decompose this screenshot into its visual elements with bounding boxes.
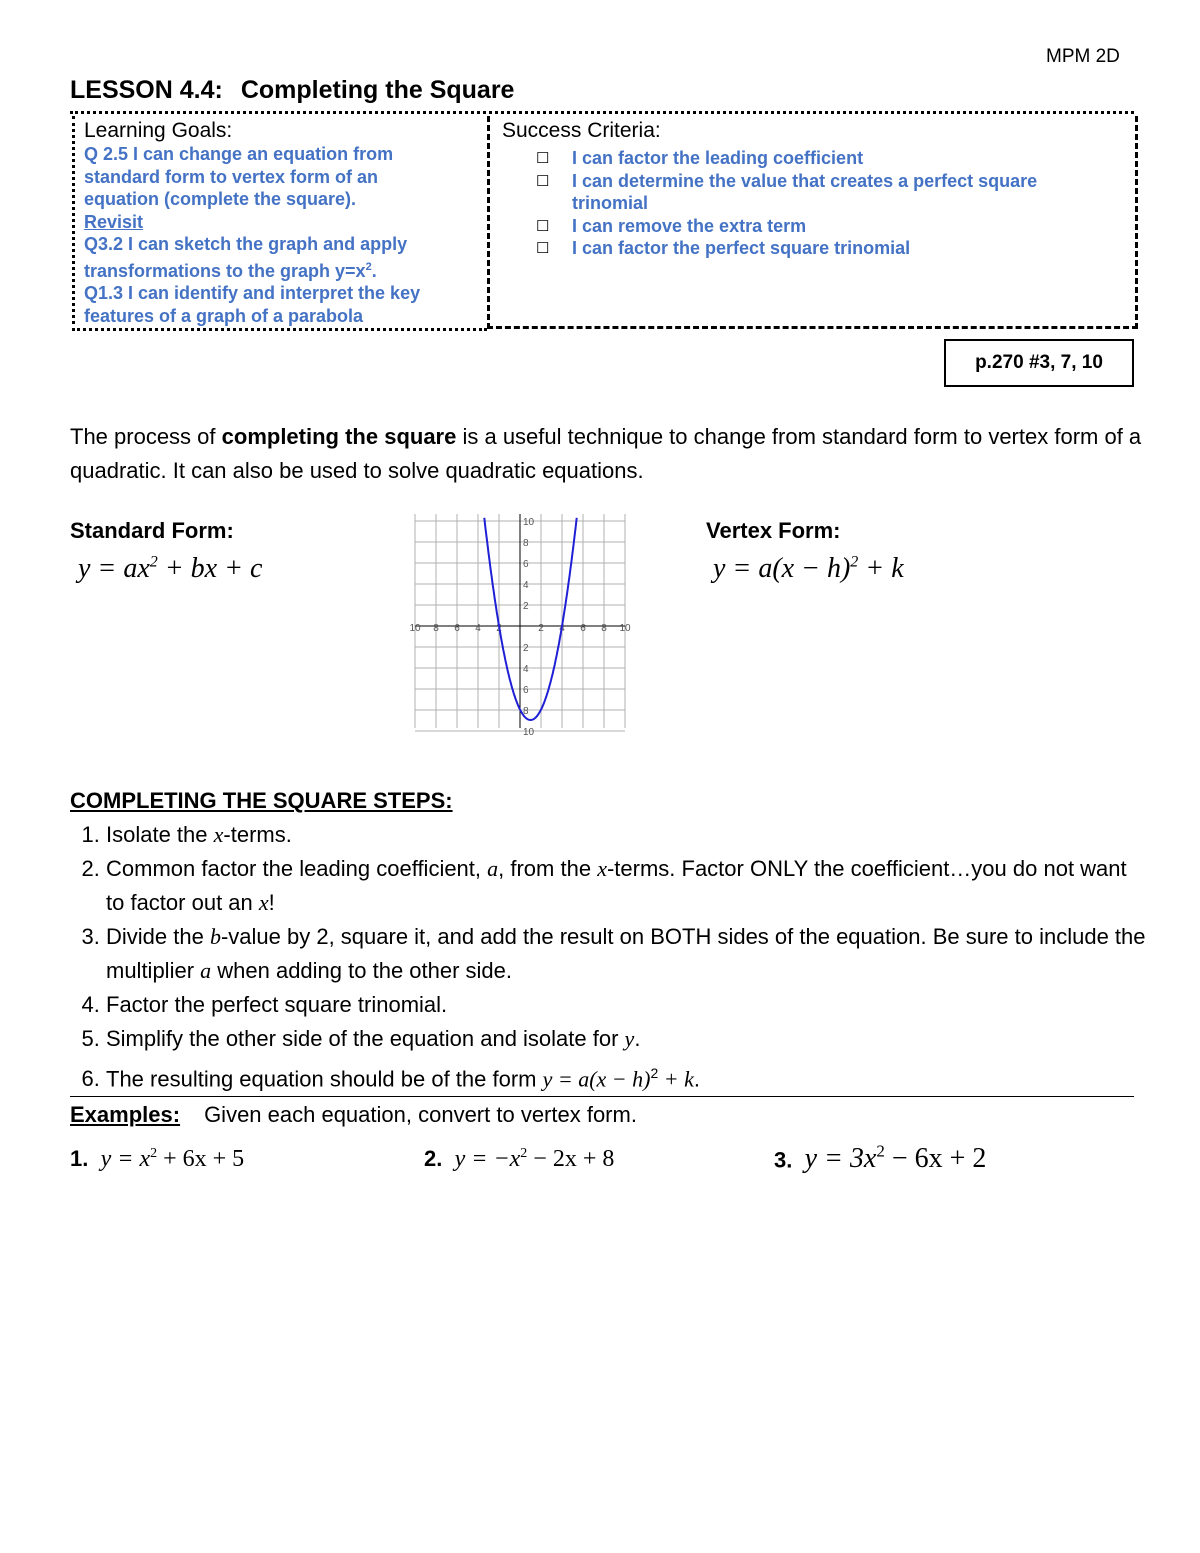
x-tick-label: 4 bbox=[475, 623, 481, 634]
step-text: when adding to the other side. bbox=[211, 958, 513, 983]
checkbox-icon[interactable]: ☐ bbox=[536, 217, 550, 235]
checkbox-icon[interactable]: ☐ bbox=[536, 172, 550, 190]
example-exponent: 2 bbox=[520, 1146, 528, 1161]
step-item: 4. Factor the perfect square trinomial. bbox=[106, 988, 1150, 1022]
success-criteria bbox=[502, 119, 1122, 260]
criteria-item bbox=[502, 237, 1122, 260]
step-item bbox=[106, 818, 1150, 852]
header-dotted-rule bbox=[70, 111, 1134, 114]
step-text: -value by 2, square it, and add the result on BOTH sides of the equation. Be sure to include the multiplier bbox=[106, 924, 1146, 983]
y-tick-label: 10 bbox=[523, 517, 535, 528]
course-code: MPM 2D bbox=[1046, 46, 1120, 67]
example-equation-part: + 6x + 5 bbox=[157, 1146, 245, 1172]
math-var: x bbox=[213, 822, 224, 847]
example-exponent: 2 bbox=[876, 1142, 885, 1161]
x-tick-label: 2 bbox=[496, 623, 502, 634]
math-var: x bbox=[258, 890, 269, 915]
example-equation-part: − 6x + 2 bbox=[884, 1143, 987, 1175]
formula-part: + k bbox=[858, 553, 904, 584]
step-text: The resulting equation should be of the form bbox=[106, 1066, 543, 1092]
math-expression: + k bbox=[658, 1066, 694, 1092]
x-tick-label: 8 bbox=[433, 623, 439, 634]
step-text: Simplify the other side of the equation and isolate for bbox=[106, 1026, 625, 1051]
examples-label: Examples: bbox=[70, 1102, 181, 1127]
x-tick-label: 6 bbox=[580, 623, 586, 634]
goal-line: features of a graph of a parabola bbox=[84, 305, 364, 326]
x-tick-label: 10 bbox=[619, 623, 631, 634]
x-tick-label: 2 bbox=[538, 623, 544, 634]
goal-line: Q 2.5 I can change an equation from bbox=[84, 144, 394, 164]
intro-text: The process of bbox=[70, 424, 222, 449]
goal-line: standard form to vertex form of an bbox=[84, 166, 379, 187]
step-text: Common factor the leading coefficient, bbox=[106, 856, 488, 881]
checkbox-icon[interactable]: ☐ bbox=[536, 150, 550, 167]
example-equation-part: y = 3x bbox=[804, 1143, 877, 1175]
formula-part: + bx + c bbox=[157, 553, 263, 584]
x-tick-label: 8 bbox=[601, 623, 607, 634]
example-3 bbox=[774, 1142, 986, 1175]
standard-form-formula bbox=[78, 553, 262, 585]
step-item bbox=[106, 920, 1150, 988]
example-equation-part: y = −x bbox=[454, 1146, 521, 1172]
math-exponent: 2 bbox=[650, 1065, 659, 1081]
step-text: . bbox=[693, 1066, 701, 1092]
examples-instruction: Given each equation, convert to vertex form. bbox=[204, 1102, 637, 1127]
goal-line: equation (complete the square). bbox=[84, 189, 357, 209]
examples-header bbox=[70, 1102, 637, 1128]
learning-goals-title: Learning Goals: bbox=[84, 119, 233, 142]
steps-title: COMPLETING THE SQUARE STEPS: bbox=[70, 788, 453, 813]
y-tick-label: 4 bbox=[523, 580, 529, 591]
goal-revisit-link[interactable]: Revisit bbox=[84, 211, 144, 232]
criteria-item bbox=[502, 215, 1122, 238]
y-tick-label: 8 bbox=[523, 706, 529, 717]
criteria-item bbox=[502, 170, 1122, 215]
goal-period: . bbox=[371, 260, 377, 281]
vertex-form-label: Vertex Form: bbox=[706, 518, 841, 543]
homework-box: p.270 #3, 7, 10 bbox=[944, 339, 1134, 387]
example-equation-part: − 2x + 8 bbox=[527, 1146, 615, 1172]
step-text: -terms. Factor ONLY the coefficient…you do not want to factor out an bbox=[106, 856, 1127, 915]
formula-part: y = ax bbox=[78, 553, 150, 584]
y-tick-label: 8 bbox=[523, 538, 529, 549]
goal-line bbox=[84, 256, 479, 283]
example-number: 1. bbox=[70, 1146, 89, 1171]
intro-text: is a useful technique to change from standard form to vertex form of a quadratic. It can also be used to solve quadratic equations. bbox=[70, 424, 1142, 483]
success-criteria-title: Success Criteria: bbox=[502, 119, 661, 142]
math-var: a bbox=[200, 958, 212, 983]
example-1 bbox=[70, 1146, 244, 1173]
example-number: 3. bbox=[774, 1147, 793, 1173]
page-title bbox=[70, 76, 514, 105]
y-tick-label: 10 bbox=[523, 727, 535, 738]
y-tick-label: 6 bbox=[523, 685, 529, 696]
criteria-text: I can factor the perfect square trinomial bbox=[572, 238, 911, 258]
step-text: Divide the bbox=[106, 924, 210, 949]
step-text: -terms. bbox=[223, 822, 292, 847]
steps-list bbox=[70, 818, 1150, 1096]
formula-exponent: 2 bbox=[850, 553, 859, 571]
step-text: ! bbox=[268, 890, 275, 915]
vertex-form-formula bbox=[713, 553, 904, 585]
formula-part: y = a(x − h) bbox=[713, 553, 851, 584]
example-number: 2. bbox=[424, 1146, 443, 1171]
math-var: b bbox=[209, 924, 221, 949]
learning-goals bbox=[84, 119, 479, 327]
y-tick-label: 2 bbox=[523, 601, 529, 612]
x-tick-label: 10 bbox=[409, 623, 421, 634]
criteria-item bbox=[502, 147, 1122, 170]
step-text: Isolate the bbox=[106, 822, 214, 847]
goal-line: Q1.3 I can identify and interpret the key bbox=[84, 283, 421, 303]
step-item bbox=[106, 852, 1150, 920]
step-text: . bbox=[634, 1026, 641, 1051]
y-tick-label: 2 bbox=[523, 643, 529, 654]
x-tick-label: 6 bbox=[454, 623, 460, 634]
y-tick-label: 6 bbox=[523, 559, 529, 570]
intro-bold-term: completing the square bbox=[221, 424, 457, 449]
math-var: x bbox=[597, 856, 607, 881]
parabola-curve bbox=[484, 518, 576, 720]
goal-line: Q3.2 I can sketch the graph and apply bbox=[84, 234, 408, 254]
y-tick-labels bbox=[523, 517, 535, 738]
step-item bbox=[106, 1056, 1150, 1096]
step-item bbox=[106, 1022, 1150, 1056]
lesson-label: LESSON 4.4: bbox=[70, 76, 223, 104]
criteria-text: I can factor the leading coefficient bbox=[572, 148, 864, 168]
goal-line-text: transformations to the graph y=x bbox=[84, 260, 366, 281]
formula-exponent: 2 bbox=[149, 553, 158, 571]
math-var: a bbox=[487, 856, 499, 881]
example-2 bbox=[424, 1146, 614, 1173]
parabola-graph bbox=[409, 512, 631, 738]
example-exponent: 2 bbox=[150, 1146, 158, 1161]
standard-form-label: Standard Form: bbox=[70, 518, 234, 543]
criteria-text: I can determine the value that creates a perfect square bbox=[572, 170, 1038, 191]
intro-paragraph bbox=[70, 420, 1150, 488]
lesson-title: Completing the Square bbox=[240, 76, 515, 104]
checkbox-icon[interactable]: ☐ bbox=[536, 240, 550, 257]
section-divider bbox=[70, 1096, 1134, 1097]
criteria-text: I can remove the extra term bbox=[572, 215, 807, 236]
x-tick-label: 4 bbox=[559, 623, 565, 634]
math-expression: y = a(x − h) bbox=[542, 1066, 651, 1092]
y-tick-label: 4 bbox=[523, 664, 529, 675]
goal-superscript: 2 bbox=[365, 260, 372, 273]
step-text: , from the bbox=[498, 856, 598, 881]
math-var: y bbox=[624, 1026, 635, 1051]
criteria-text: trinomial bbox=[572, 193, 649, 213]
example-equation-part: y = x bbox=[100, 1146, 151, 1172]
